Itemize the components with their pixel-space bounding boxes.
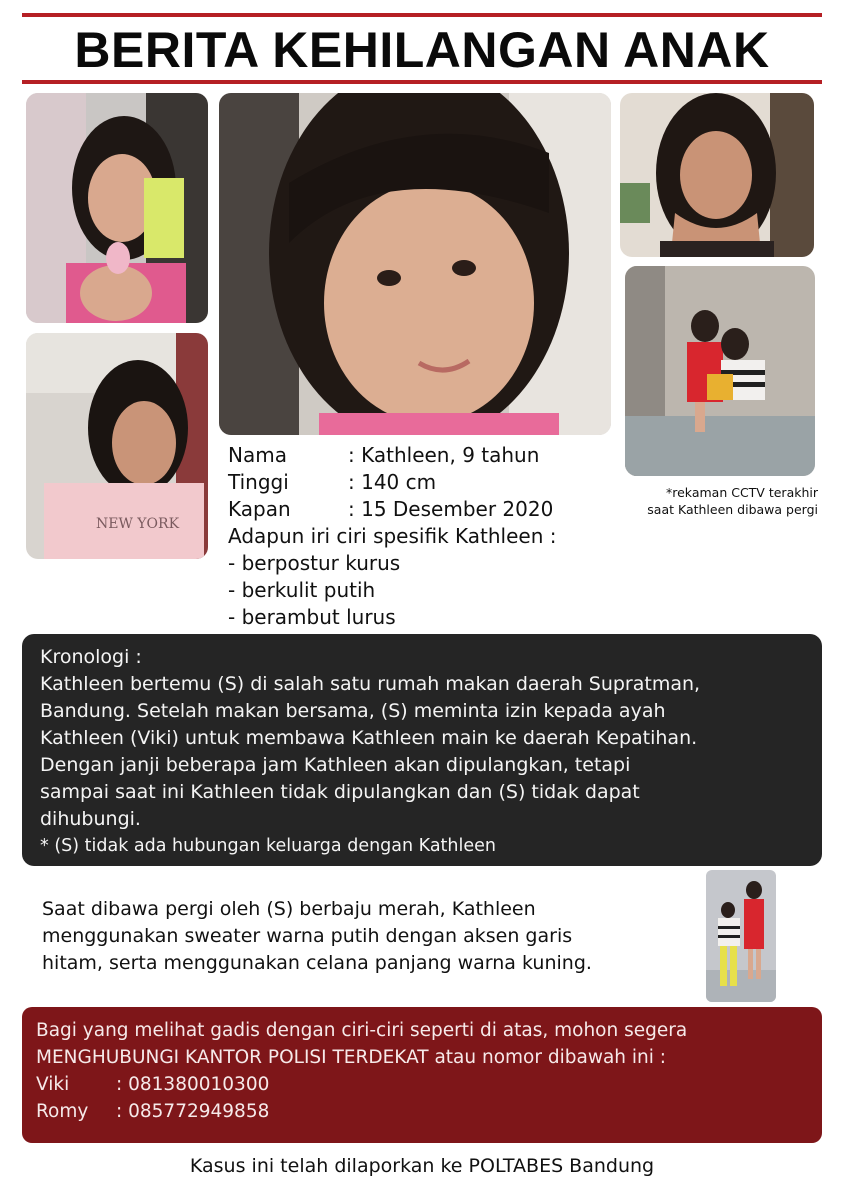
kronologi-line: Dengan janji beberapa jam Kathleen akan dipulangkan, tetapi	[40, 754, 631, 776]
svg-text:NEW YORK: NEW YORK	[96, 516, 180, 532]
contact-line2: MENGHUBUNGI KANTOR POLISI TERDEKAT atau nomor dibawah ini :	[36, 1047, 667, 1068]
nama-value: : Kathleen, 9 tahun	[348, 443, 540, 467]
cctv-caption	[622, 484, 818, 518]
photo-main-portrait	[219, 93, 611, 435]
ciri-heading: Adapun iri ciri spesifik Kathleen :	[228, 524, 557, 548]
footer-note: Kasus ini telah dilaporkan ke POLTABES Bandung	[189, 1155, 655, 1177]
kapan-label: Kapan	[228, 497, 291, 521]
contact-box	[22, 1007, 822, 1143]
description-line: hitam, serta menggunakan celana panjang warna kuning.	[42, 952, 592, 974]
contact-row-romy	[36, 1098, 808, 1125]
contact-phone: : 081380010300	[116, 1074, 270, 1095]
contact-name: Romy	[36, 1101, 89, 1122]
nama-label: Nama	[228, 443, 287, 467]
photo-cctv-still	[625, 266, 815, 476]
photo-chin-on-hands	[620, 93, 814, 257]
photo-cctv-walking	[706, 870, 776, 1002]
kronologi-box	[22, 634, 822, 866]
cctv-caption-line1: *rekaman CCTV terakhir	[666, 485, 818, 500]
tinggi-value: : 140 cm	[348, 470, 437, 494]
photo-holding-toy	[26, 93, 208, 323]
title-top-rule	[22, 13, 822, 17]
kronologi-line: Bandung. Setelah makan bersama, (S) meminta izin kepada ayah	[40, 700, 666, 722]
page-title: BERITA KEHILANGAN ANAK	[74, 22, 770, 78]
contact-line1: Bagi yang melihat gadis dengan ciri-ciri seperti di atas, mohon segera	[36, 1020, 688, 1041]
kronologi-line: dihubungi.	[40, 808, 141, 830]
ciri-item: - berpostur kurus	[228, 551, 401, 575]
cctv-caption-line2: saat Kathleen dibawa pergi	[647, 502, 818, 517]
child-info	[228, 442, 628, 631]
title-bottom-rule	[22, 80, 822, 84]
kronologi-line: Kathleen (Viki) untuk membawa Kathleen main ke daerah Kepatihan.	[40, 727, 698, 749]
clothing-description	[42, 896, 692, 977]
kapan-value: : 15 Desember 2020	[348, 497, 554, 521]
description-line: Saat dibawa pergi oleh (S) berbaju merah, Kathleen	[42, 898, 536, 920]
contact-phone: : 085772949858	[116, 1101, 270, 1122]
info-row-nama	[228, 442, 628, 469]
contact-name: Viki	[36, 1074, 70, 1095]
kronologi-note: * (S) tidak ada hubungan keluarga dengan Kathleen	[40, 836, 496, 856]
photo-pink-sweater	[26, 333, 208, 559]
contact-row-viki	[36, 1071, 808, 1098]
kronologi-line: sampai saat ini Kathleen tidak dipulangkan dan (S) tidak dapat	[40, 781, 640, 803]
info-row-kapan	[228, 496, 628, 523]
description-line: menggunakan sweater warna putih dengan aksen garis	[42, 925, 573, 947]
info-row-tinggi	[228, 469, 628, 496]
kronologi-heading: Kronologi :	[40, 646, 142, 668]
kronologi-line: Kathleen bertemu (S) di salah satu rumah makan daerah Supratman,	[40, 673, 701, 695]
tinggi-label: Tinggi	[228, 470, 289, 494]
ciri-item: - berambut lurus	[228, 605, 396, 629]
ciri-item: - berkulit putih	[228, 578, 376, 602]
